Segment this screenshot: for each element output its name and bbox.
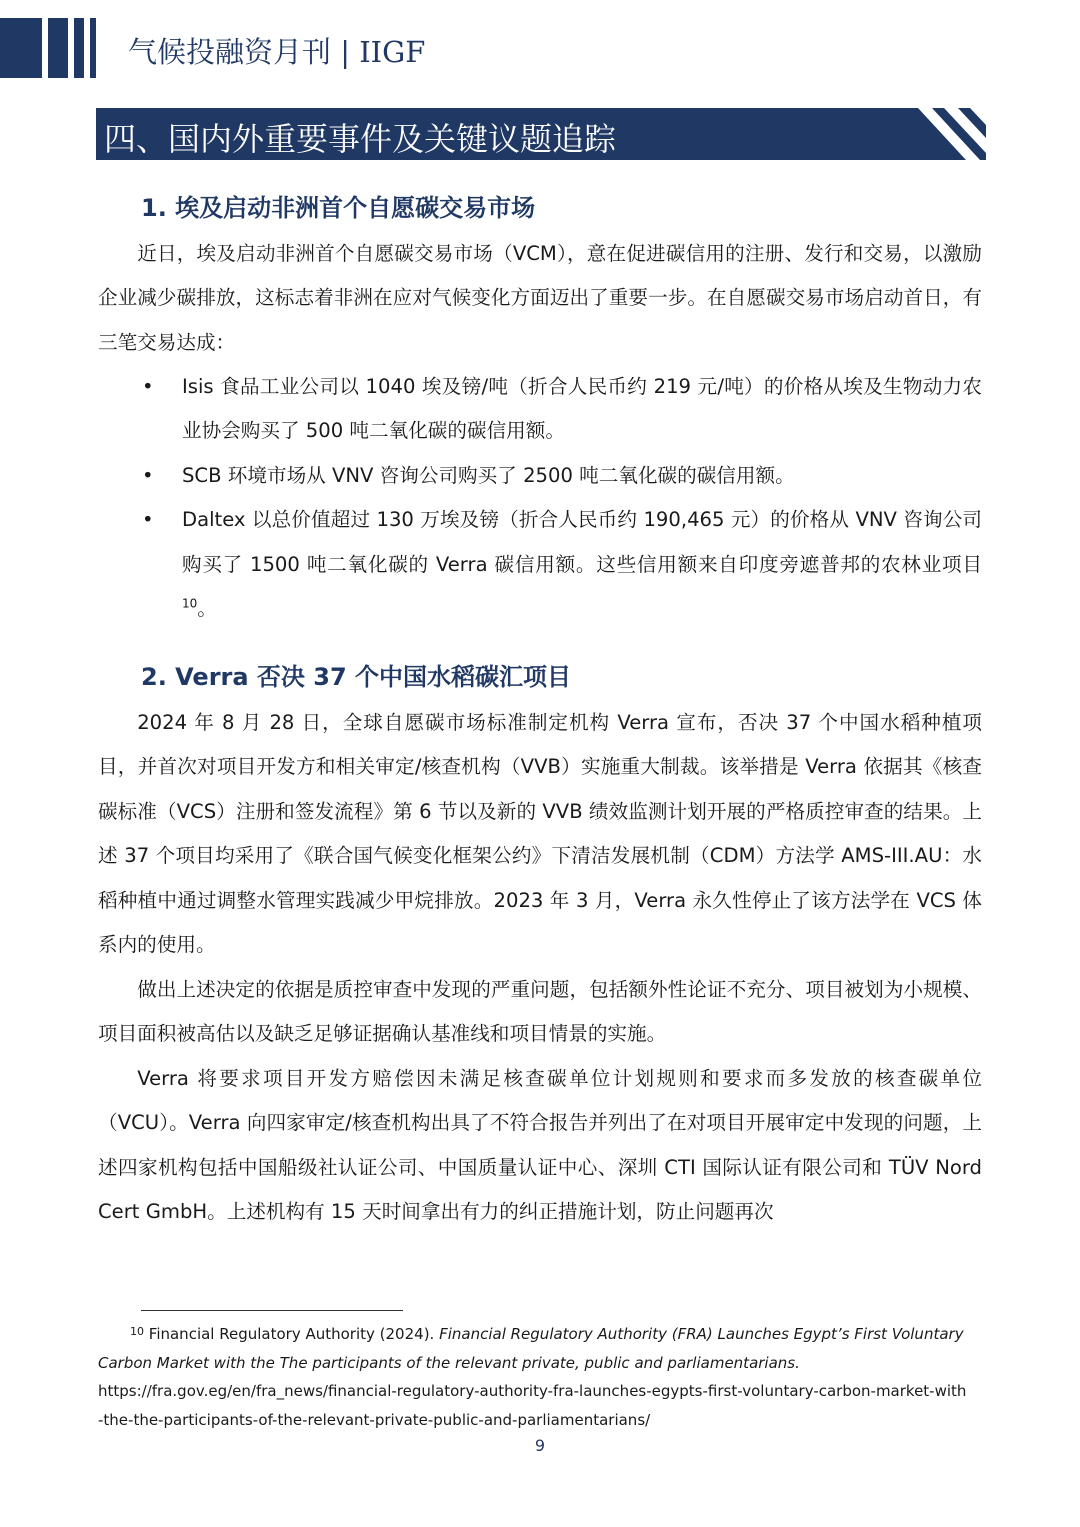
- item1-bullet-list: [98, 365, 982, 631]
- item2-paragraph-3: Verra 将要求项目开发方赔偿因未满足核查碳单位计划规则和要求而多发放的核查碳单位（VCU）。Verra 向四家审定/核查机构出具了不符合报告并列出了在对项目开展审定中发现的问题，上述四家机构包括中国船级社认证公司、中国质量认证中心、深圳 CTI 国际认证有限公司和 TÜV Nord Cert GmbH。上述机构有 15 天时间拿出有力的纠正措施计划，防止问题再次: [98, 1067, 982, 1224]
- footnote-divider: [141, 1310, 403, 1311]
- header-bar-3: [74, 18, 84, 78]
- item2-paragraph-2: 做出上述决定的依据是质控审查中发现的严重问题，包括额外性论证不充分、项目被划为小规模、项目面积被高估以及缺乏足够证据确认基准线和项目情景的实施。: [98, 978, 982, 1046]
- stripes-decoration: [914, 108, 986, 160]
- footnote-number: 10: [130, 1325, 144, 1338]
- bullet-text-3: Daltex 以总价值超过 130 万埃及镑（折合人民币约 190,465 元）的价格从 VNV 咨询公司购买了 1500 吨二氧化碳的 Verra 碳信用额。这些信用额来自印度旁遮普邦的农林业项目: [182, 508, 982, 576]
- bullet-text-1: Isis 食品工业公司以 1040 埃及镑/吨（折合人民币约 219 元/吨）的价格从埃及生物动力农业协会购买了 500 吨二氧化碳的碳信用额。: [182, 375, 982, 443]
- footnote-title: Financial Regulatory Authority (FRA) Launches Egypt’s First Voluntary Carbon Market with the The participants of the relevant private, public and parliamentarians.: [98, 1325, 964, 1372]
- footnote-ref[interactable]: 10: [182, 596, 198, 611]
- item1-heading: 1. 埃及启动非洲首个自愿碳交易市场: [141, 194, 536, 222]
- bullet-item-1: [98, 365, 982, 454]
- bullet-text-2: SCB 环境市场从 VNV 咨询公司购买了 2500 吨二氧化碳的碳信用额。: [182, 463, 795, 487]
- bullet-dot: •: [142, 508, 154, 532]
- footnote: [98, 1318, 968, 1434]
- bullet-text-3-end: 。: [197, 597, 217, 621]
- item2-paragraph-1: 2024 年 8 月 28 日，全球自愿碳市场标准制定机构 Verra 宣布，否决 37 个中国水稻种植项目，并首次对项目开发方和相关审定/核查机构（VVB）实施重大制裁。该举措是 Verra 依据其《核查碳标准（VCS）注册和签发流程》第 6 节以及新的 VVB 绩效监测计划开展的严格质控审查的结果。上述 37 个项目均采用了《联合国气候变化框架公约》下清洁发展机制（CDM）方法学 AMS-III.AU：水稻种植中通过调整水管理实践减少甲烷排放。2023 年 3 月，Verra 永久性停止了该方法学在 VCS 体系内的使用。: [98, 711, 982, 957]
- page-number: 9: [534, 1436, 546, 1455]
- item2-heading: 2. Verra 否决 37 个中国水稻碳汇项目: [141, 663, 572, 691]
- bullet-item-3: [98, 498, 982, 631]
- header-bar-2: [48, 18, 68, 78]
- section-title: 四、国内外重要事件及关键议题追踪: [104, 120, 617, 158]
- bullet-dot: •: [142, 463, 154, 487]
- header-bar-4: [90, 18, 96, 78]
- publication-title: 气候投融资月刊 | IIGF: [128, 35, 426, 69]
- bullet-item-2: [98, 454, 982, 498]
- header-bar-1: [0, 18, 42, 78]
- footnote-authors: Financial Regulatory Authority (2024).: [148, 1325, 435, 1343]
- section-banner: [96, 108, 986, 160]
- bullet-dot: •: [142, 375, 154, 398]
- footnote-url[interactable]: https://fra.gov.eg/en/fra_news/financial-regulatory-authority-fra-launches-egypts-first-voluntary-carbon-market-with-the-the-participants-of-the-relevant-private-public-and-parliamentarians/: [98, 1382, 967, 1429]
- item1-intro: 近日，埃及启动非洲首个自愿碳交易市场（VCM），意在促进碳信用的注册、发行和交易，以激励企业减少碳排放，这标志着非洲在应对气候变化方面迈出了重要一步。在自愿碳交易市场启动首日，有三笔交易达成：: [98, 242, 982, 354]
